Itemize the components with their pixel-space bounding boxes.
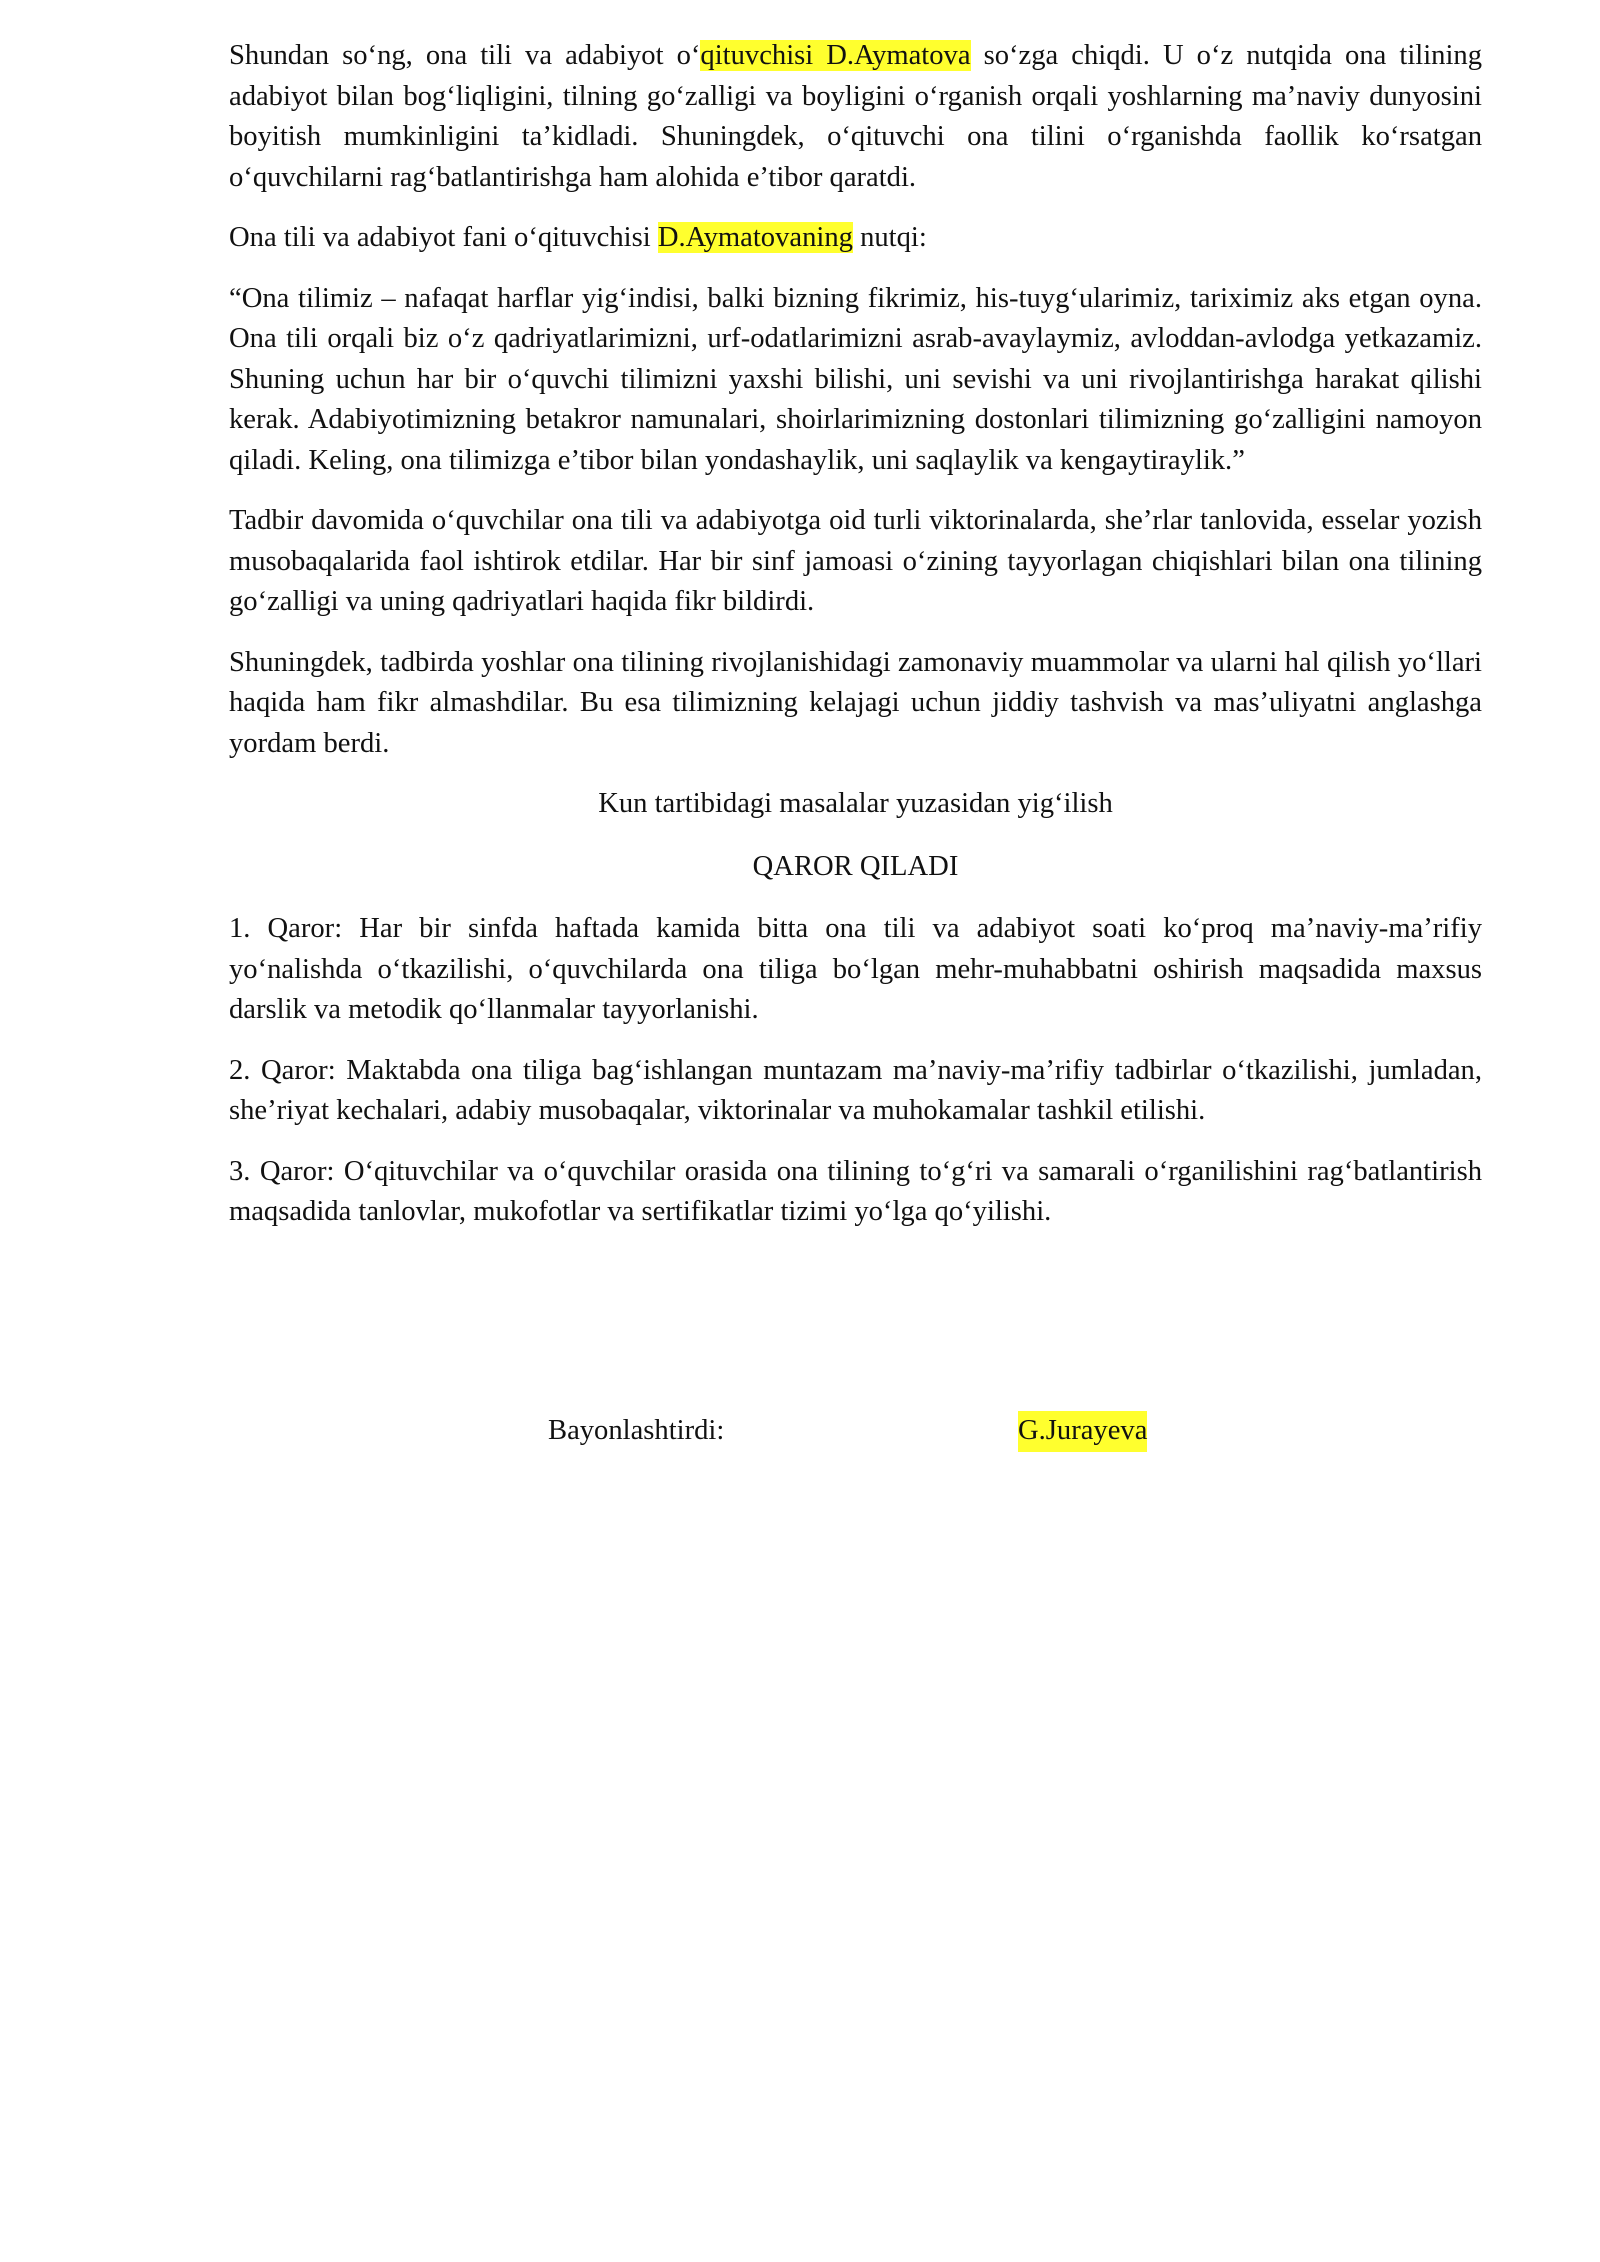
highlighted-teacher-name: qituvchisi D.Aymatova <box>700 40 971 71</box>
intro-paragraph <box>229 36 1482 198</box>
agenda-heading: Kun tartibidagi masalalar yuzasidan yig‘ilish <box>598 788 1113 819</box>
speech-quote-paragraph: “Ona tilimiz – nafaqat harflar yig‘indisi, balki bizning fikrimiz, his-tuyg‘ularimiz, tariximiz aks etgan oyna. Ona tili orqali biz o‘z qadriyatlarimizni, urf-odatlarimizni asrab-avaylaymiz, avloddan-avlodga yetkazamiz. Shuning uchun har bir o‘quvchi tilimizni yaxshi bilishi, uni sevishi va uni rivojlantirishga harakat qilishi kerak. Adabiyotimizning betakror namunalari, shoirlarimizning dostonlari tilimizning go‘zalligini namoyon qiladi. Keling, ona tilimizga e’tibor bilan yondashaylik, uni saqlaylik va kengaytiraylik.” <box>229 282 1482 476</box>
speech-intro-end: nutqi: <box>852 222 927 253</box>
decision-item-3: 3. Qaror: O‘qituvchilar va o‘quvchilar orasida ona tilining to‘g‘ri va samarali o‘rganilishini rag‘batlantirish maqsadida tanlovlar, mukofotlar va sertifikatlar tizimi yo‘lga qo‘yilishi. <box>229 1155 1482 1227</box>
discussion-paragraph: Shuningdek, tadbirda yoshlar ona tilining rivojlanishidagi zamonaviy muammolar va ularni hal qilish yo‘llari haqida ham fikr almashdilar. Bu esa tilimizning kelajagi uchun jiddiy tashvish va mas’uliyatni anglashga yordam berdi. <box>229 646 1482 759</box>
decision-item-2: 2. Qaror: Maktabda ona tiliga bag‘ishlangan muntazam ma’naviy-ma’rifiy tadbirlar o‘tkazilishi, jumladan, she’riyat kechalari, adabiy musobaqalar, viktorinalar va muhokamalar tashkil etilishi. <box>229 1054 1482 1126</box>
decision-heading: QAROR QILADI <box>752 850 959 882</box>
intro-text-start: Shundan so‘ng, ona tili va adabiyot o‘ <box>229 40 701 71</box>
event-activities-paragraph: Tadbir davomida o‘quvchilar ona tili va adabiyotga oid turli viktorinalarda, she’rlar tanlovida, esselar yozish musobaqalarida faol ishtirok etdilar. Har bir sinf jamoasi o‘zining tayyorlagan chiqishlari bilan ona tilining go‘zalligi va uning qadriyatlari haqida fikr bildirdi. <box>229 505 1482 617</box>
signature-block <box>229 1411 1482 1455</box>
decision-item-1: 1. Qaror: Har bir sinfda haftada kamida bitta ona tili va adabiyot soati ko‘proq ma’naviy-ma’rifiy yo‘nalishda o‘tkazilishi, o‘quvchilarda ona tiliga bo‘lgan mehr-muhabbatni oshirish maqsadida maxsus darslik va metodik qo‘llanmalar tayyorlanishi. <box>229 913 1482 1025</box>
intro-text-end: so‘zga chiqdi. U o‘z nutqida ona tilining adabiyot bilan bog‘liqligini, tilning go‘zalligi va boyligini o‘rganish orqali yoshlarning ma’naviy dunyosini boyitish mumkinligini ta’kidladi. Shuningdek, o‘qituvchi ona tilini o‘rganishda faollik ko‘rsatgan o‘quvchilarni rag‘batlantirishga ham alohida e’tibor qaratdi. <box>229 40 1482 193</box>
speech-intro-start: Ona tili va adabiyot fani o‘qituvchisi <box>229 222 658 253</box>
signature-name: G.Jurayeva <box>1018 1411 1147 1452</box>
highlighted-speaker-name: D.Aymatovaning <box>657 222 853 253</box>
signature-label: Bayonlashtirdi: <box>548 1415 725 1446</box>
speech-intro-paragraph <box>229 218 1482 259</box>
document-page <box>229 36 1482 1446</box>
